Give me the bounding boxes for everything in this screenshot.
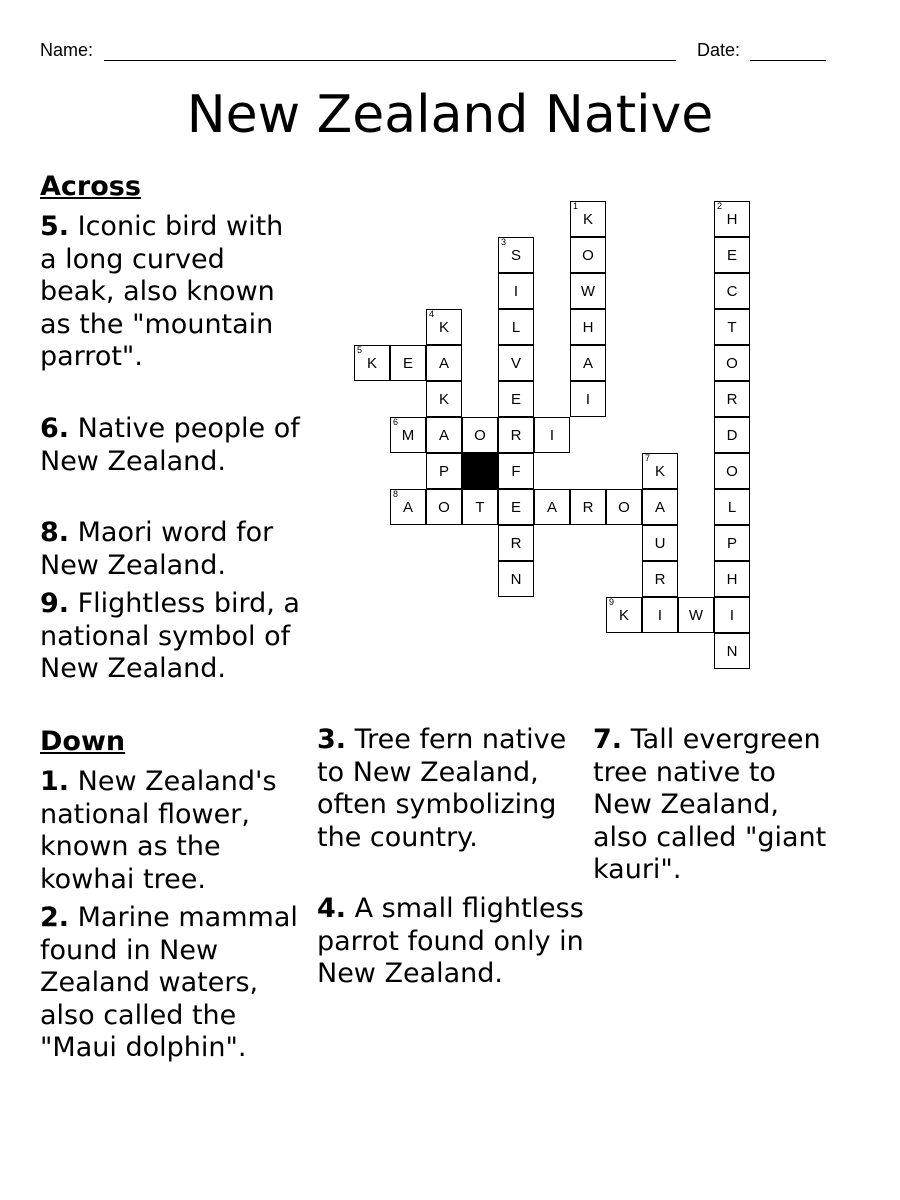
crossword-cell-letter: C [726,282,738,300]
crossword-cell[interactable] [390,489,426,525]
crossword-cell-letter: R [654,570,666,588]
crossword-cell-letter: A [438,354,449,372]
crossword-cell-number: 7 [645,453,651,463]
crossword-cell[interactable] [606,489,642,525]
crossword-cell[interactable] [498,453,534,489]
crossword-cell-letter: E [510,498,521,516]
clue-text: Iconic bird with a long curved beak, also known as the "mountain parrot". [40,211,284,372]
crossword-cell[interactable] [678,597,714,633]
crossword-cell-letter: A [438,426,449,444]
crossword-cell[interactable] [426,489,462,525]
crossword-cell-letter: O [726,462,738,480]
crossword-cell[interactable] [498,417,534,453]
crossword-cell-letter: H [726,210,738,228]
crossword-cell-number: 5 [357,345,363,355]
crossword-cell[interactable] [606,597,642,633]
clue-down-3 [317,724,585,854]
down-heading: Down [40,726,126,757]
clue-number: 7. [593,724,623,755]
crossword-cell[interactable] [714,597,750,633]
crossword-cell-number: 3 [501,237,507,247]
crossword-cell[interactable] [714,633,750,669]
crossword-cell-number: 8 [393,489,399,499]
crossword-cell-letter: I [657,606,663,624]
crossword-cell-number: 1 [573,201,579,211]
crossword-cell[interactable] [570,489,606,525]
crossword-cell-letter: A [546,498,557,516]
clue-across-5 [40,211,302,374]
crossword-cell-number: 6 [393,417,399,427]
crossword-cell-letter: H [726,570,738,588]
crossword-cell-letter: K [618,606,629,624]
clue-text: Tree fern native to New Zealand, often symbolizing the country. [317,724,567,853]
crossword-cell-letter: P [726,534,737,552]
crossword-cell[interactable] [498,237,534,273]
crossword-cell[interactable] [642,597,678,633]
crossword-cell[interactable] [426,345,462,381]
crossword-cell-letter: R [510,534,522,552]
crossword-cell-letter: R [582,498,594,516]
crossword-cell[interactable] [714,309,750,345]
clue-across-6 [40,413,302,478]
crossword-cell-letter: A [582,354,593,372]
crossword-cell-letter: P [438,462,449,480]
crossword-cell-letter: K [654,462,665,480]
crossword-cell[interactable] [498,273,534,309]
crossword-cell-letter: O [618,498,630,516]
crossword-cell-letter: E [402,354,413,372]
crossword-cell-letter: W [580,282,596,300]
crossword-cell-letter: A [402,498,413,516]
crossword-cell-letter: V [510,354,521,372]
crossword-cell[interactable] [714,273,750,309]
crossword-cell-number: 2 [717,201,723,211]
clue-down-7 [593,724,829,887]
crossword-cell-letter: I [549,426,555,444]
crossword-cell-letter: O [438,498,450,516]
crossword-cell-letter: H [582,318,594,336]
crossword-cell[interactable] [498,381,534,417]
clue-across-9 [40,588,302,686]
date-label: Date: [697,40,741,60]
crossword-cell-letter: I [729,606,735,624]
crossword-cell-letter: O [582,246,594,264]
crossword-cell[interactable] [714,201,750,237]
clue-down-1 [40,766,308,896]
crossword-cell[interactable] [642,489,678,525]
clue-text: Marine mammal found in New Zealand waters, also called the "Maui dolphin". [40,902,298,1063]
crossword-cell-letter: E [510,390,521,408]
crossword-cell-letter: K [438,390,449,408]
crossword-cell[interactable] [714,453,750,489]
clue-number: 2. [40,902,70,933]
crossword-cell-letter: E [726,246,737,264]
across-heading: Across [40,171,141,202]
clue-text: Native people of New Zealand. [40,413,300,477]
crossword-cell-letter: I [513,282,519,300]
clue-number: 1. [40,766,70,797]
crossword-cell[interactable] [426,417,462,453]
crossword-cell[interactable] [714,561,750,597]
clue-text: Tall evergreen tree native to New Zealand, also called "giant kauri". [593,724,827,885]
crossword-cell-letter: W [688,606,704,624]
crossword-cell[interactable] [570,273,606,309]
crossword-cell-number: 9 [609,597,615,607]
crossword-cell-letter: R [726,390,738,408]
name-line[interactable] [104,60,676,61]
crossword-cell-letter: I [585,390,591,408]
crossword-cell[interactable] [426,309,462,345]
crossword-cell[interactable] [714,237,750,273]
crossword-cell-letter: N [510,570,522,588]
crossword-cell[interactable] [498,309,534,345]
crossword-cell[interactable] [498,561,534,597]
crossword-cell-letter: N [726,642,738,660]
crossword-cell-number: 4 [429,309,435,319]
crossword-cell-letter: L [727,498,737,516]
crossword-cell-letter: A [654,498,665,516]
crossword-cell[interactable] [534,417,570,453]
crossword-cell-letter: U [654,534,666,552]
crossword-cell-letter: K [366,354,377,372]
crossword-cell-letter: L [511,318,521,336]
crossword-cell[interactable] [426,453,462,489]
clue-number: 6. [40,413,70,444]
crossword-cell-letter: D [726,426,738,444]
crossword-cell[interactable] [642,561,678,597]
page-title: New Zealand Native [186,85,714,145]
clue-number: 5. [40,211,70,242]
crossword-cell[interactable] [642,453,678,489]
clue-across-8 [40,517,302,582]
clue-number: 3. [317,724,347,755]
crossword-cell[interactable] [462,417,498,453]
crossword-cell[interactable] [390,417,426,453]
crossword-cell[interactable] [570,381,606,417]
crossword-cell[interactable] [714,417,750,453]
crossword-cell[interactable] [570,201,606,237]
crossword-cell-letter: F [511,462,521,480]
clue-text: Flightless bird, a national symbol of New Zealand. [40,588,300,684]
crossword-black-cell [462,453,498,489]
crossword-cell-letter: M [401,426,415,444]
crossword-cell[interactable] [390,345,426,381]
crossword-cell[interactable] [570,309,606,345]
date-line[interactable] [750,60,826,61]
crossword-cell[interactable] [642,525,678,561]
clue-text: Maori word for New Zealand. [40,517,274,581]
crossword-cell[interactable] [426,381,462,417]
clue-down-2 [40,902,308,1065]
clue-text: New Zealand's national flower, known as the kowhai tree. [40,766,277,895]
crossword-cell[interactable] [354,345,390,381]
crossword-cell-letter: T [475,498,485,516]
crossword-cell[interactable] [570,345,606,381]
crossword-cell[interactable] [570,237,606,273]
clue-number: 8. [40,517,70,548]
name-label: Name: [40,40,94,60]
crossword-cell[interactable] [714,489,750,525]
crossword-cell[interactable] [498,525,534,561]
clue-number: 4. [317,893,347,924]
crossword-cell[interactable] [714,345,750,381]
crossword-cell-letter: K [438,318,449,336]
crossword-cell-letter: K [582,210,593,228]
crossword-cell[interactable] [714,525,750,561]
crossword-cell-letter: S [510,246,521,264]
crossword-cell[interactable] [498,345,534,381]
clue-down-4 [317,893,585,991]
clue-text: A small flightless parrot found only in New Zealand. [317,893,584,989]
crossword-cell[interactable] [714,381,750,417]
crossword-cell-letter: O [726,354,738,372]
crossword-cell-letter: T [727,318,737,336]
crossword-cell-letter: R [510,426,522,444]
clue-number: 9. [40,588,70,619]
crossword-cell-letter: O [474,426,486,444]
crossword-cell[interactable] [498,489,534,525]
crossword-cell[interactable] [534,489,570,525]
crossword-cell[interactable] [462,489,498,525]
